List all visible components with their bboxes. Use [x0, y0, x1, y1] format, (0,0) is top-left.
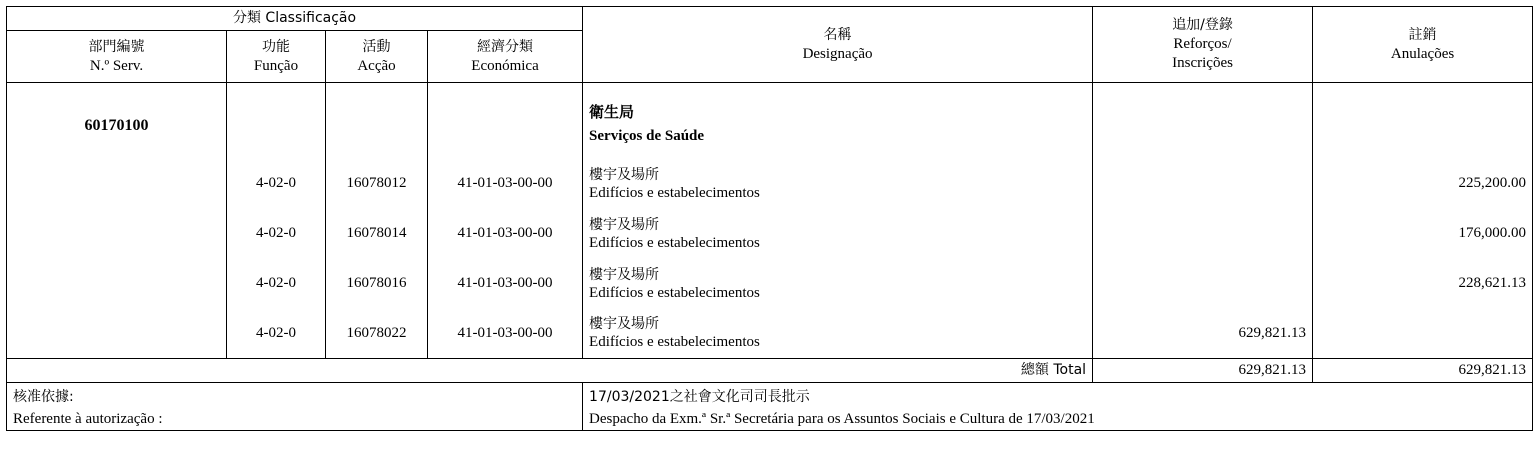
economic-cell: 41-01-03-00-00: [428, 209, 583, 259]
empty-cell: [1093, 83, 1313, 159]
reforcos-cell: 629,821.13: [1093, 309, 1313, 359]
empty-cell: [428, 83, 583, 159]
empty-cell: [7, 259, 227, 309]
reforcos-cell: [1093, 209, 1313, 259]
economic-cell: 41-01-03-00-00: [428, 309, 583, 359]
dept-code-header: 部門編號 N.º Serv.: [7, 31, 227, 83]
action-cell: 16078012: [326, 159, 428, 209]
anulacoes-cell: 228,621.13: [1313, 259, 1533, 309]
description-cell: 樓宇及場所 Edifícios e estabelecimentos: [583, 209, 1093, 259]
table-row: [7, 259, 1533, 309]
total-reforcos: 629,821.13: [1093, 359, 1313, 383]
function-header: 功能 Função: [227, 31, 326, 83]
anulacoes-cell: 176,000.00: [1313, 209, 1533, 259]
action-header: 活動 Acção: [326, 31, 428, 83]
description-cell: 樓宇及場所 Edifícios e estabelecimentos: [583, 259, 1093, 309]
anulacoes-cell: [1313, 309, 1533, 359]
action-cell: 16078014: [326, 209, 428, 259]
table-row: [7, 309, 1533, 359]
action-cell: 16078022: [326, 309, 428, 359]
function-cell: 4-02-0: [227, 159, 326, 209]
empty-cell: [227, 83, 326, 159]
description-cell: 樓宇及場所 Edifícios e estabelecimentos: [583, 309, 1093, 359]
reforcos-cell: [1093, 259, 1313, 309]
authorization-label: 核准依據: Referente à autorização :: [7, 383, 583, 431]
designation-header: 名稱 Designação: [583, 7, 1093, 83]
empty-cell: [7, 209, 227, 259]
reforcos-header: 追加/登錄 Reforços/ Inscrições: [1093, 7, 1313, 83]
department-code: 60170100: [7, 83, 227, 159]
budget-table: [6, 6, 1533, 431]
empty-cell: [7, 159, 227, 209]
empty-cell: [1313, 83, 1533, 159]
reforcos-cell: [1093, 159, 1313, 209]
total-row: [7, 359, 1533, 383]
economic-cell: 41-01-03-00-00: [428, 159, 583, 209]
anulacoes-header: 註銷 Anulações: [1313, 7, 1533, 83]
table-row: [7, 159, 1533, 209]
classification-header: 分類 Classificação: [7, 7, 583, 31]
function-cell: 4-02-0: [227, 309, 326, 359]
authorization-row: [7, 383, 1533, 431]
economic-cell: 41-01-03-00-00: [428, 259, 583, 309]
anulacoes-cell: 225,200.00: [1313, 159, 1533, 209]
action-cell: 16078016: [326, 259, 428, 309]
function-cell: 4-02-0: [227, 209, 326, 259]
function-cell: 4-02-0: [227, 259, 326, 309]
table-row: [7, 209, 1533, 259]
economic-header: 經濟分類 Económica: [428, 31, 583, 83]
description-cell: 樓宇及場所 Edifícios e estabelecimentos: [583, 159, 1093, 209]
authorization-text: 17/03/2021之社會文化司司長批示 Despacho da Exm.ª Sr.ª Secretária para os Assuntos Sociais e Cultura de 17/03/2021: [583, 383, 1533, 431]
total-anulacoes: 629,821.13: [1313, 359, 1533, 383]
empty-cell: [7, 309, 227, 359]
department-name: 衛生局 Serviços de Saúde: [583, 83, 1093, 159]
total-label: 總額 Total: [7, 359, 1093, 383]
empty-cell: [326, 83, 428, 159]
